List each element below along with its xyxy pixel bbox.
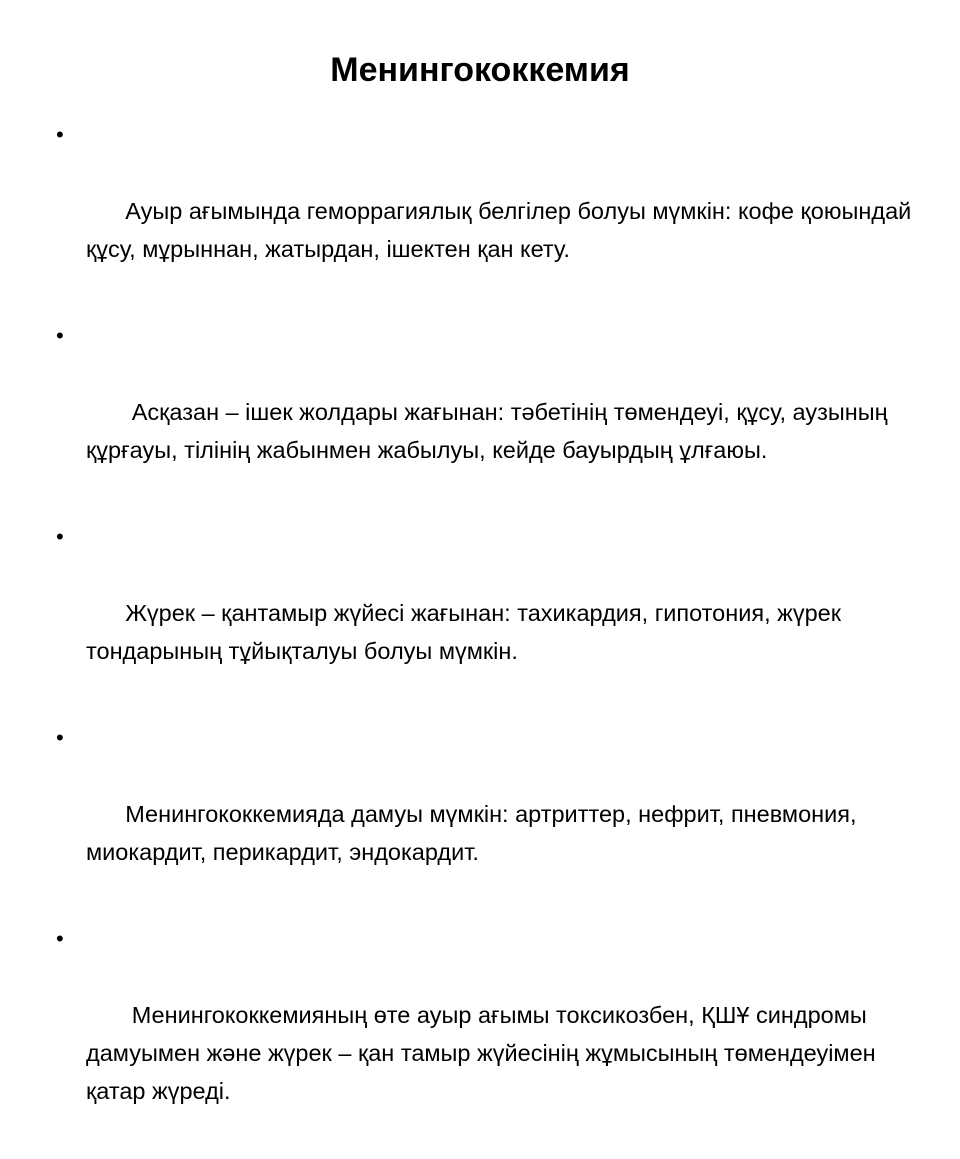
bullet-text: Ауыр ағымында геморрагиялық белгілер болуы мүмкін: кофе қоюындай құсу, мұрыннан, жатырдан, ішектен қан кету. bbox=[86, 198, 918, 262]
slide-title: Менингококкемия bbox=[330, 51, 630, 89]
bullet-item-3 bbox=[56, 518, 916, 708]
bullet-item-5 bbox=[56, 920, 916, 1148]
bullet-text: Асқазан – ішек жолдары жағынан: тәбетінің төмендеуі, құсу, аузының құрғауы, тілінің жабынмен жабылуы, кейде бауырдың ұлғаюы. bbox=[86, 399, 895, 463]
bullet-text: Жүрек – қантамыр жүйесі жағынан: тахикардия, гипотония, жүрек тондарының тұйықталуы болуы мүмкін. bbox=[86, 600, 848, 664]
bullet-dot-icon: • bbox=[56, 725, 64, 750]
bullet-dot-icon: • bbox=[56, 524, 64, 549]
bullet-text: Менингококкемияның өте ауыр ағымы токсикозбен, ҚШҰ синдромы дамуымен және жүрек – қан тамыр жүйесінің жұмысының төмендеуімен қатар жүреді. bbox=[86, 1002, 883, 1104]
bullet-item-2 bbox=[56, 317, 916, 507]
bullet-dot-icon: • bbox=[56, 926, 64, 951]
bullet-item-1 bbox=[56, 116, 916, 306]
bullet-text: Менингококкемияда дамуы мүмкін: артриттер, нефрит, пневмония, миокардит, перикардит, эндокардит. bbox=[86, 801, 864, 865]
bullet-dot-icon: • bbox=[56, 122, 64, 147]
bullet-list bbox=[56, 116, 916, 1159]
bullet-dot-icon: • bbox=[56, 323, 64, 348]
bullet-item-4 bbox=[56, 719, 916, 909]
